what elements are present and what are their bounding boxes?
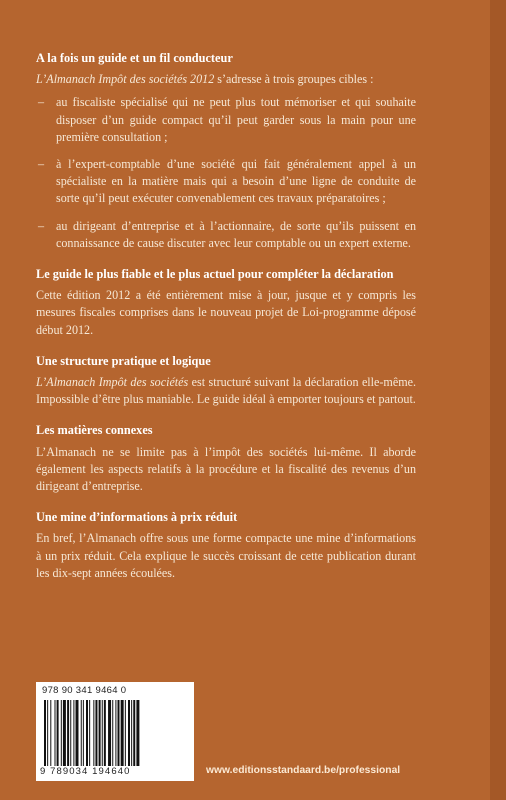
section-price <box>36 509 416 582</box>
section-heading: Le guide le plus fiable et le plus actuel pour compléter la déclaration <box>36 267 394 282</box>
section-related <box>36 422 416 495</box>
section-text: L’Almanach Impôt des sociétés est structuré suivant la déclaration elle-même. Impossible d’être plus maniable. Le guide idéal à emporter toujours et partout. <box>36 375 416 407</box>
list-item: – à l’expert-comptable d’une société qui fait généralement appel à un spécialiste en la matière mais qui a besoin d’une ligne de conduite de sorte qu’il peut exécuter convenablement ces travaux préparatoires ; <box>38 157 416 206</box>
section-heading: Les matières connexes <box>36 423 153 438</box>
book-spine-edge <box>490 0 506 800</box>
barcode-bars <box>44 700 186 766</box>
section-guide <box>36 50 416 252</box>
book-title-italic: L’Almanach Impôt des sociétés 2012 <box>36 72 215 87</box>
target-groups-list <box>36 94 416 252</box>
list-item: – au dirigeant d’entreprise et à l’actionnaire, de sorte qu’ils puissent en connaissance de cause discuter avec leur comptable ou un expert externe. <box>38 218 416 250</box>
list-item: – au fiscaliste spécialisé qui ne peut plus tout mémoriser et qui souhaite disposer d’un guide compact qu’il peut garder sous la main pour une première consultation ; <box>38 95 416 144</box>
publisher-website: www.editionsstandaard.be/professional <box>206 765 401 776</box>
intro-text: s’adresse à trois groupes cibles : <box>214 72 374 87</box>
back-cover-text <box>36 50 416 596</box>
section-heading: Une structure pratique et logique <box>36 353 211 368</box>
book-title-italic: L’Almanach Impôt des sociétés <box>36 375 189 390</box>
section-heading: Une mine d’informations à prix réduit <box>36 510 238 525</box>
isbn-number: 978 90 341 9464 0 <box>42 685 127 696</box>
section-intro <box>36 71 416 88</box>
section-text: En bref, l’Almanach offre sous une forme compacte une mine d’informations à un prix réduit. Cela explique le succès croissant de cette publication durant les dix-sept années écoulées. <box>36 531 416 580</box>
isbn-barcode <box>36 682 194 781</box>
section-text: Cette édition 2012 a été entièrement mise à jour, jusque et y compris les mesures fiscales comprises dans le nouveau projet de Loi-programme déposé début 2012. <box>36 288 416 337</box>
section-heading: A la fois un guide et un fil conducteur <box>36 51 233 65</box>
ean-number: 9 789034 194640 <box>40 766 131 777</box>
section-text: L’Almanach ne se limite pas à l’impôt des sociétés lui-même. Il aborde également les aspects relatifs à la procédure et la fiscalité des revenus d’un dirigeant d’entreprise. <box>36 444 416 494</box>
section-reliable <box>36 266 416 339</box>
section-structure <box>36 353 416 409</box>
